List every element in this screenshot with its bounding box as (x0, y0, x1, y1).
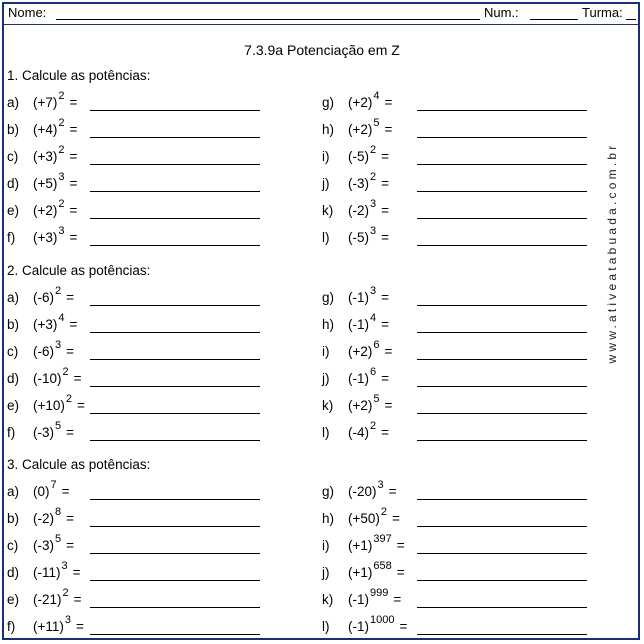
power-expression (348, 614, 408, 634)
power-expression (348, 117, 393, 137)
exercise-item (322, 506, 644, 535)
exercise-item (322, 533, 644, 562)
item-label: k) (322, 592, 334, 607)
power-exponent: 2 (65, 393, 73, 405)
exercise-item (322, 339, 644, 368)
answer-line[interactable] (90, 305, 260, 306)
answer-line[interactable] (417, 191, 587, 192)
power-base: (-3) (348, 176, 369, 191)
section-title: 1. Calcule as potências: (7, 68, 151, 83)
power-exponent: 8 (55, 506, 62, 518)
power-expression (33, 312, 78, 332)
exercise-item (7, 285, 267, 314)
equals-sign: = (69, 230, 78, 245)
power-expression (33, 225, 78, 245)
item-label: k) (322, 203, 334, 218)
exercise-item (7, 506, 267, 535)
equals-sign: = (66, 511, 75, 526)
power-base: (+1) (348, 565, 373, 580)
power-base: (+10) (33, 398, 65, 413)
exercise-item (322, 614, 644, 643)
item-label: l) (322, 425, 330, 440)
answer-line[interactable] (417, 413, 587, 414)
power-base: (-5) (348, 230, 369, 245)
answer-line[interactable] (417, 553, 587, 554)
equals-sign: = (396, 538, 405, 553)
power-base: (+2) (33, 203, 58, 218)
equals-sign: = (393, 592, 402, 607)
power-base: (-10) (33, 371, 62, 386)
item-label: f) (7, 425, 16, 440)
exercise-item (322, 560, 644, 589)
power-expression (33, 339, 75, 359)
power-base: (+2) (348, 122, 373, 137)
equals-sign: = (381, 371, 390, 386)
exercise-item (7, 614, 267, 643)
power-exponent: 3 (55, 339, 62, 351)
side-watermark: www.ativeatabuada.com.br (605, 142, 619, 364)
answer-line[interactable] (90, 440, 260, 441)
equals-sign: = (69, 317, 78, 332)
exercise-item (322, 90, 644, 119)
equals-sign: = (381, 425, 390, 440)
power-base: (+2) (348, 398, 373, 413)
power-expression (348, 90, 393, 110)
item-label: f) (7, 619, 16, 634)
power-base: (+1) (348, 538, 373, 553)
exercise-item (322, 479, 644, 508)
item-label: g) (322, 95, 335, 110)
power-expression (348, 587, 402, 607)
equals-sign: = (381, 203, 390, 218)
power-expression (33, 479, 70, 499)
answer-line[interactable] (417, 607, 587, 608)
power-expression (348, 533, 405, 553)
item-label: d) (7, 176, 20, 191)
exercise-item (7, 171, 267, 200)
equals-sign: = (73, 592, 82, 607)
answer-line[interactable] (90, 110, 260, 111)
power-exponent: 999 (370, 587, 389, 599)
power-expression (33, 144, 78, 164)
equals-sign: = (381, 317, 390, 332)
power-exponent: 3 (64, 614, 72, 626)
answer-line[interactable] (417, 332, 587, 333)
answer-line[interactable] (90, 607, 260, 608)
power-base: (-4) (348, 425, 369, 440)
power-exponent: 2 (55, 285, 62, 297)
power-expression (33, 420, 75, 440)
item-label: b) (7, 122, 20, 137)
equals-sign: = (381, 176, 390, 191)
power-exponent: 2 (58, 198, 65, 210)
power-exponent: 397 (373, 533, 392, 545)
answer-line[interactable] (90, 386, 260, 387)
answer-line[interactable] (90, 359, 260, 360)
exercise-item (7, 533, 267, 562)
item-label: a) (7, 484, 20, 499)
power-exponent: 3 (370, 285, 377, 297)
equals-sign: = (384, 344, 393, 359)
power-expression (348, 198, 390, 218)
power-exponent: 658 (373, 560, 392, 572)
power-base: (+5) (33, 176, 58, 191)
power-base: (-5) (348, 149, 369, 164)
power-expression (348, 339, 393, 359)
power-base: (-21) (33, 592, 62, 607)
exercise-item (7, 420, 267, 449)
answer-line[interactable] (417, 386, 587, 387)
equals-sign: = (399, 619, 408, 634)
power-exponent: 3 (377, 479, 384, 491)
power-exponent: 4 (373, 90, 380, 102)
power-exponent: 3 (58, 171, 65, 183)
equals-sign: = (384, 398, 393, 413)
power-base: (-11) (33, 565, 61, 580)
item-label: d) (7, 371, 20, 386)
power-exponent: 3 (61, 560, 68, 572)
item-label: g) (322, 290, 335, 305)
answer-line[interactable] (90, 164, 260, 165)
power-expression (348, 225, 390, 245)
worksheet-title: 7.3.9a Potenciação em Z (244, 42, 400, 58)
answer-line[interactable] (417, 526, 587, 527)
item-label: j) (322, 176, 330, 191)
power-expression (348, 560, 405, 580)
exercise-item (322, 171, 644, 200)
equals-sign: = (66, 538, 75, 553)
power-exponent: 5 (373, 393, 380, 405)
item-label: i) (322, 538, 330, 553)
item-label: e) (7, 203, 20, 218)
exercise-item (7, 144, 267, 173)
exercise-item (322, 366, 644, 395)
exercise-item (7, 479, 267, 508)
item-label: e) (7, 592, 20, 607)
power-base: (+3) (33, 230, 58, 245)
power-base: (-2) (33, 511, 54, 526)
exercise-item (322, 198, 644, 227)
equals-sign: = (69, 95, 78, 110)
power-exponent: 5 (55, 533, 62, 545)
power-exponent: 2 (58, 117, 65, 129)
item-label: j) (322, 371, 330, 386)
item-label: h) (322, 122, 335, 137)
item-label: h) (322, 317, 335, 332)
item-label: b) (7, 511, 20, 526)
power-exponent: 4 (370, 312, 377, 324)
power-expression (348, 420, 390, 440)
exercise-item (322, 144, 644, 173)
num-field-line[interactable] (530, 19, 578, 20)
name-field-line[interactable] (56, 19, 480, 20)
power-exponent: 5 (373, 117, 380, 129)
name-label: Nome: (8, 5, 47, 20)
exercise-item (7, 90, 267, 119)
item-label: e) (7, 398, 20, 413)
equals-sign: = (381, 290, 390, 305)
power-base: (-20) (348, 484, 377, 499)
equals-sign: = (381, 149, 390, 164)
equals-sign: = (69, 176, 78, 191)
equals-sign: = (72, 565, 81, 580)
power-expression (348, 285, 390, 305)
exercise-item (7, 198, 267, 227)
power-base: (+2) (348, 344, 373, 359)
answer-line[interactable] (417, 499, 587, 500)
power-base: (-1) (348, 371, 369, 386)
power-expression (348, 171, 390, 191)
equals-sign: = (69, 203, 78, 218)
item-label: a) (7, 95, 20, 110)
power-exponent: 2 (370, 420, 377, 432)
item-label: i) (322, 344, 330, 359)
power-exponent: 3 (370, 198, 377, 210)
power-expression (348, 312, 390, 332)
exercise-item (322, 225, 644, 254)
answer-line[interactable] (90, 218, 260, 219)
power-base: (-3) (33, 538, 54, 553)
item-label: l) (322, 619, 330, 634)
power-exponent: 6 (373, 339, 380, 351)
exercise-item (7, 366, 267, 395)
exercise-item (322, 587, 644, 616)
power-expression (348, 393, 393, 413)
power-base: (-6) (33, 344, 54, 359)
equals-sign: = (73, 371, 82, 386)
section-title: 3. Calcule as potências: (7, 457, 151, 472)
power-base: (-1) (348, 592, 369, 607)
answer-line[interactable] (90, 553, 260, 554)
power-exponent: 3 (370, 225, 377, 237)
power-expression (348, 144, 390, 164)
power-exponent: 2 (370, 144, 377, 156)
equals-sign: = (66, 425, 75, 440)
item-label: g) (322, 484, 335, 499)
exercise-item (322, 285, 644, 314)
equals-sign: = (76, 619, 84, 634)
power-exponent: 4 (58, 312, 65, 324)
power-base: (-1) (348, 317, 369, 332)
power-base: (+4) (33, 122, 58, 137)
item-label: h) (322, 511, 335, 526)
turma-field-line[interactable] (626, 19, 636, 20)
equals-sign: = (69, 149, 78, 164)
exercise-item (7, 587, 267, 616)
item-label: d) (7, 565, 20, 580)
item-label: c) (7, 344, 19, 359)
answer-line[interactable] (417, 634, 587, 635)
power-expression (33, 506, 75, 526)
power-base: (0) (33, 484, 50, 499)
exercise-item (322, 393, 644, 422)
section-title: 2. Calcule as potências: (7, 263, 151, 278)
equals-sign: = (66, 290, 75, 305)
exercise-item (322, 420, 644, 449)
equals-sign: = (388, 484, 397, 499)
exercise-item (322, 117, 644, 146)
answer-line[interactable] (417, 245, 587, 246)
answer-line[interactable] (90, 634, 260, 635)
power-expression (33, 614, 84, 634)
exercise-item (7, 560, 267, 589)
power-expression (348, 506, 400, 526)
exercise-item (7, 225, 267, 254)
equals-sign: = (381, 230, 390, 245)
power-base: (+50) (348, 511, 380, 526)
power-expression (33, 587, 82, 607)
power-base: (+3) (33, 149, 58, 164)
exercise-item (7, 393, 267, 422)
power-expression (33, 393, 85, 413)
power-exponent: 5 (55, 420, 62, 432)
item-label: i) (322, 149, 330, 164)
power-expression (348, 366, 390, 386)
power-expression (348, 479, 397, 499)
answer-line[interactable] (417, 580, 587, 581)
answer-line[interactable] (90, 499, 260, 500)
answer-line[interactable] (417, 164, 587, 165)
equals-sign: = (61, 484, 70, 499)
power-base: (-2) (348, 203, 369, 218)
power-base: (-1) (348, 619, 369, 634)
equals-sign: = (384, 122, 393, 137)
item-label: c) (7, 149, 19, 164)
item-label: c) (7, 538, 19, 553)
power-base: (+7) (33, 95, 58, 110)
student-header (4, 4, 640, 25)
equals-sign: = (384, 95, 393, 110)
num-label: Num.: (484, 5, 519, 20)
power-base: (+11) (33, 619, 64, 634)
equals-sign: = (69, 122, 78, 137)
item-label: f) (7, 230, 16, 245)
power-exponent: 1000 (370, 614, 395, 626)
exercise-item (7, 339, 267, 368)
power-base: (-1) (348, 290, 369, 305)
power-exponent: 7 (50, 479, 57, 491)
power-exponent: 2 (62, 587, 69, 599)
power-exponent: 2 (58, 90, 65, 102)
power-expression (33, 366, 82, 386)
answer-line[interactable] (90, 137, 260, 138)
power-expression (33, 198, 78, 218)
answer-line[interactable] (90, 526, 260, 527)
power-base: (-6) (33, 290, 54, 305)
power-expression (33, 90, 78, 110)
power-base: (+2) (348, 95, 373, 110)
power-expression (33, 560, 81, 580)
power-exponent: 2 (62, 366, 69, 378)
power-expression (33, 285, 75, 305)
power-exponent: 3 (58, 225, 65, 237)
power-exponent: 6 (370, 366, 377, 378)
answer-line[interactable] (417, 137, 587, 138)
power-exponent: 2 (58, 144, 65, 156)
power-expression (33, 171, 78, 191)
answer-line[interactable] (417, 359, 587, 360)
exercise-item (7, 117, 267, 146)
item-label: a) (7, 290, 20, 305)
power-base: (+3) (33, 317, 58, 332)
item-label: l) (322, 230, 330, 245)
answer-line[interactable] (90, 245, 260, 246)
power-base: (-3) (33, 425, 54, 440)
item-label: k) (322, 398, 334, 413)
answer-line[interactable] (90, 191, 260, 192)
item-label: j) (322, 565, 330, 580)
power-expression (33, 533, 75, 553)
answer-line[interactable] (90, 580, 260, 581)
answer-line[interactable] (417, 305, 587, 306)
power-exponent: 2 (380, 506, 388, 518)
turma-label: Turma: (582, 5, 623, 20)
power-expression (33, 117, 78, 137)
item-label: b) (7, 317, 20, 332)
answer-line[interactable] (417, 440, 587, 441)
equals-sign: = (66, 344, 75, 359)
answer-line[interactable] (90, 332, 260, 333)
equals-sign: = (392, 511, 400, 526)
exercise-item (322, 312, 644, 341)
answer-line[interactable] (417, 218, 587, 219)
equals-sign: = (396, 565, 405, 580)
equals-sign: = (77, 398, 85, 413)
exercise-item (7, 312, 267, 341)
power-exponent: 2 (370, 171, 377, 183)
answer-line[interactable] (417, 110, 587, 111)
answer-line[interactable] (90, 413, 260, 414)
